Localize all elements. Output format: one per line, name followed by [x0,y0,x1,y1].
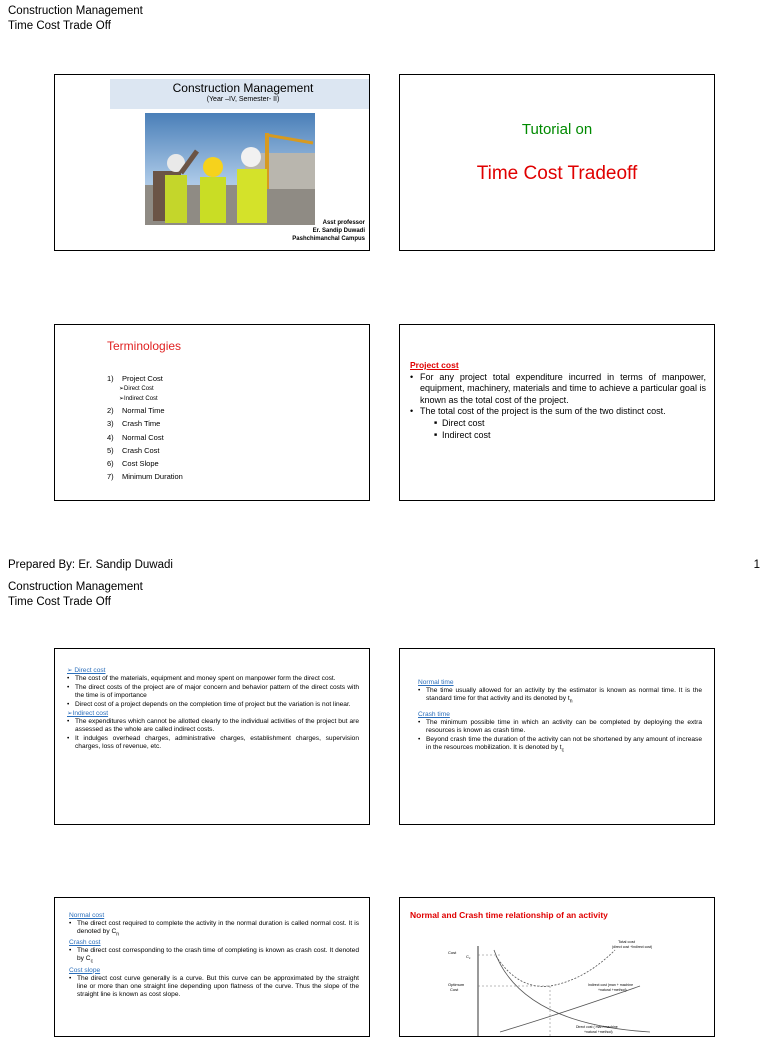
chart-title: Normal and Crash time relationship of an activity [410,910,608,920]
terminologies-title: Terminologies [107,339,182,353]
sub-bullet: ■ Indirect cost [410,430,706,442]
direct-cost-label-2: +natural +method) [584,1030,613,1034]
sub-bullet: ■ Direct cost [410,418,706,430]
normal-cost-heading: Normal cost [69,912,105,919]
header-title: Construction Management [8,5,143,17]
indirect-cost-heading: ➢Indirect cost [67,710,109,717]
bullet: • The minimum possible time in which an activity can be completed by deploying the extra resources is known as crash time. [418,719,702,735]
bullet: • The time usually allowed for an activity by the estimator is known as normal time. It is the standard time for that activity and its denoted by $t_n$ [418,687,702,705]
slide-project-cost [399,324,715,501]
page-header [8,4,143,34]
optimum-label-2: Cost [450,987,459,992]
list-subitem: ➢Direct Cost [119,386,154,393]
indirect-cost-label: Indirect cost (man + machine [588,983,634,987]
bullet: • Beyond crash time the duration of the activity can not be shortened by any amount of increase in the resources mobilization. It is denoted by $t_c$ [418,736,702,754]
project-cost-heading: Project cost [410,360,459,370]
indirect-cost-label-2: +natural +method) [598,988,627,992]
author-campus: Pashchimanchal Campus [292,236,365,242]
slide-normal-crash-time [399,648,715,825]
list-item: 5) Crash Cost [107,445,160,455]
cost-slope-heading: Cost slope [69,966,101,974]
time-cost-curves [400,928,715,1037]
list-subitem: ➢Indirect Cost [119,395,158,402]
list-item: 4) Normal Cost [107,432,164,442]
slide-content [418,679,702,756]
page-number: 1 [753,559,760,571]
bullet: • Direct cost of a project depends on the completion time of project but the variation is not linear. [67,701,359,709]
bullet: • The direct cost corresponding to the crash time of completing is known as crash cost. It denoted by $C_c$ [69,947,359,965]
slide-title-banner [110,79,370,109]
header-subtitle: Time Cost Trade Off [8,20,111,32]
author-name: Er. Sandip Duwadi [312,228,365,234]
tutorial-title: Time Cost Tradeoff [476,163,638,184]
crash-cost-heading: Crash cost [69,939,101,947]
crash-cost-label: $C_c$ [466,954,471,960]
page-footer: Prepared By: Er. Sandip Duwadi [8,559,173,571]
author-position: Asst professor [322,220,365,226]
direct-cost-heading: ➢ Direct cost [67,667,106,674]
bullet: • For any project total expenditure incurred in terms of manpower, equipment, machinery, materials and time to achieve a particular goal is known as the total cost of the project. [410,372,706,407]
optimum-label: Optimum [448,982,465,987]
bullet: • The direct cost required to complete the activity in the normal duration is called normal cost. It is denoted by $C_n$ [69,920,359,938]
slide-terminologies [54,324,370,501]
bullet: • It indulges overhead charges, administrative charges, establishment charges, supervision charges, loss of revenue, etc. [67,735,359,751]
list-item: 1) Project Cost [107,374,163,383]
bullet: • The expenditures which cannot be allotted clearly to the individual activities of the project but are assessed as the whole are called indirect costs. [67,718,359,734]
bullet: • The total cost of the project is the sum of the two distinct cost. [410,406,706,418]
slide-content [67,667,359,752]
slide-normal-crash-cost [54,897,370,1037]
normal-time-heading: Normal time [418,679,454,686]
terminologies-list [107,372,183,483]
slide-content [69,912,359,1000]
list-item: 6) Cost Slope [107,459,159,469]
course-title: Construction Management [172,81,314,95]
tutorial-label: Tutorial on [521,121,593,138]
slide-direct-indirect-cost [54,648,370,825]
bullet: • The cost of the materials, equipment and money spent on manpower form the direct cost. [67,675,359,683]
project-cost-content [410,360,706,441]
slide-time-cost-chart [399,897,715,1037]
cost-label: Cost [448,950,457,955]
header-subtitle: Time Cost Trade Off [8,596,111,608]
slide-title [54,74,370,251]
construction-workers-photo [145,113,315,225]
direct-cost-curve [500,986,640,1032]
total-cost-curve [496,950,615,986]
list-item: 2) Normal Time [107,406,165,416]
bullet: • The direct costs of the project are of major concern and behavior pattern of the direct costs with the time is of importance [67,684,359,700]
total-cost-label-2: (direct cost +Indirect cost) [612,945,653,949]
page-header [8,580,143,610]
direct-cost-label: Direct cost ( man+machine [576,1025,618,1029]
crash-time-heading: Crash time [418,711,450,719]
total-cost-label: Total cost [618,939,635,944]
list-item: 3) Crash Time [107,419,161,429]
slide-tutorial [399,74,715,251]
course-subtitle: (Year –IV, Semester- II) [206,96,280,103]
list-item: 7) Minimum Duration [107,472,183,482]
header-title: Construction Management [8,581,143,593]
author-credits [292,219,365,243]
bullet: • The direct cost curve generally is a curve. But this curve can be approximated by the straight line or more than one straight line depending upon flatness of the curve. Thus the slope of the straight line is known as cost slope. [69,975,359,999]
